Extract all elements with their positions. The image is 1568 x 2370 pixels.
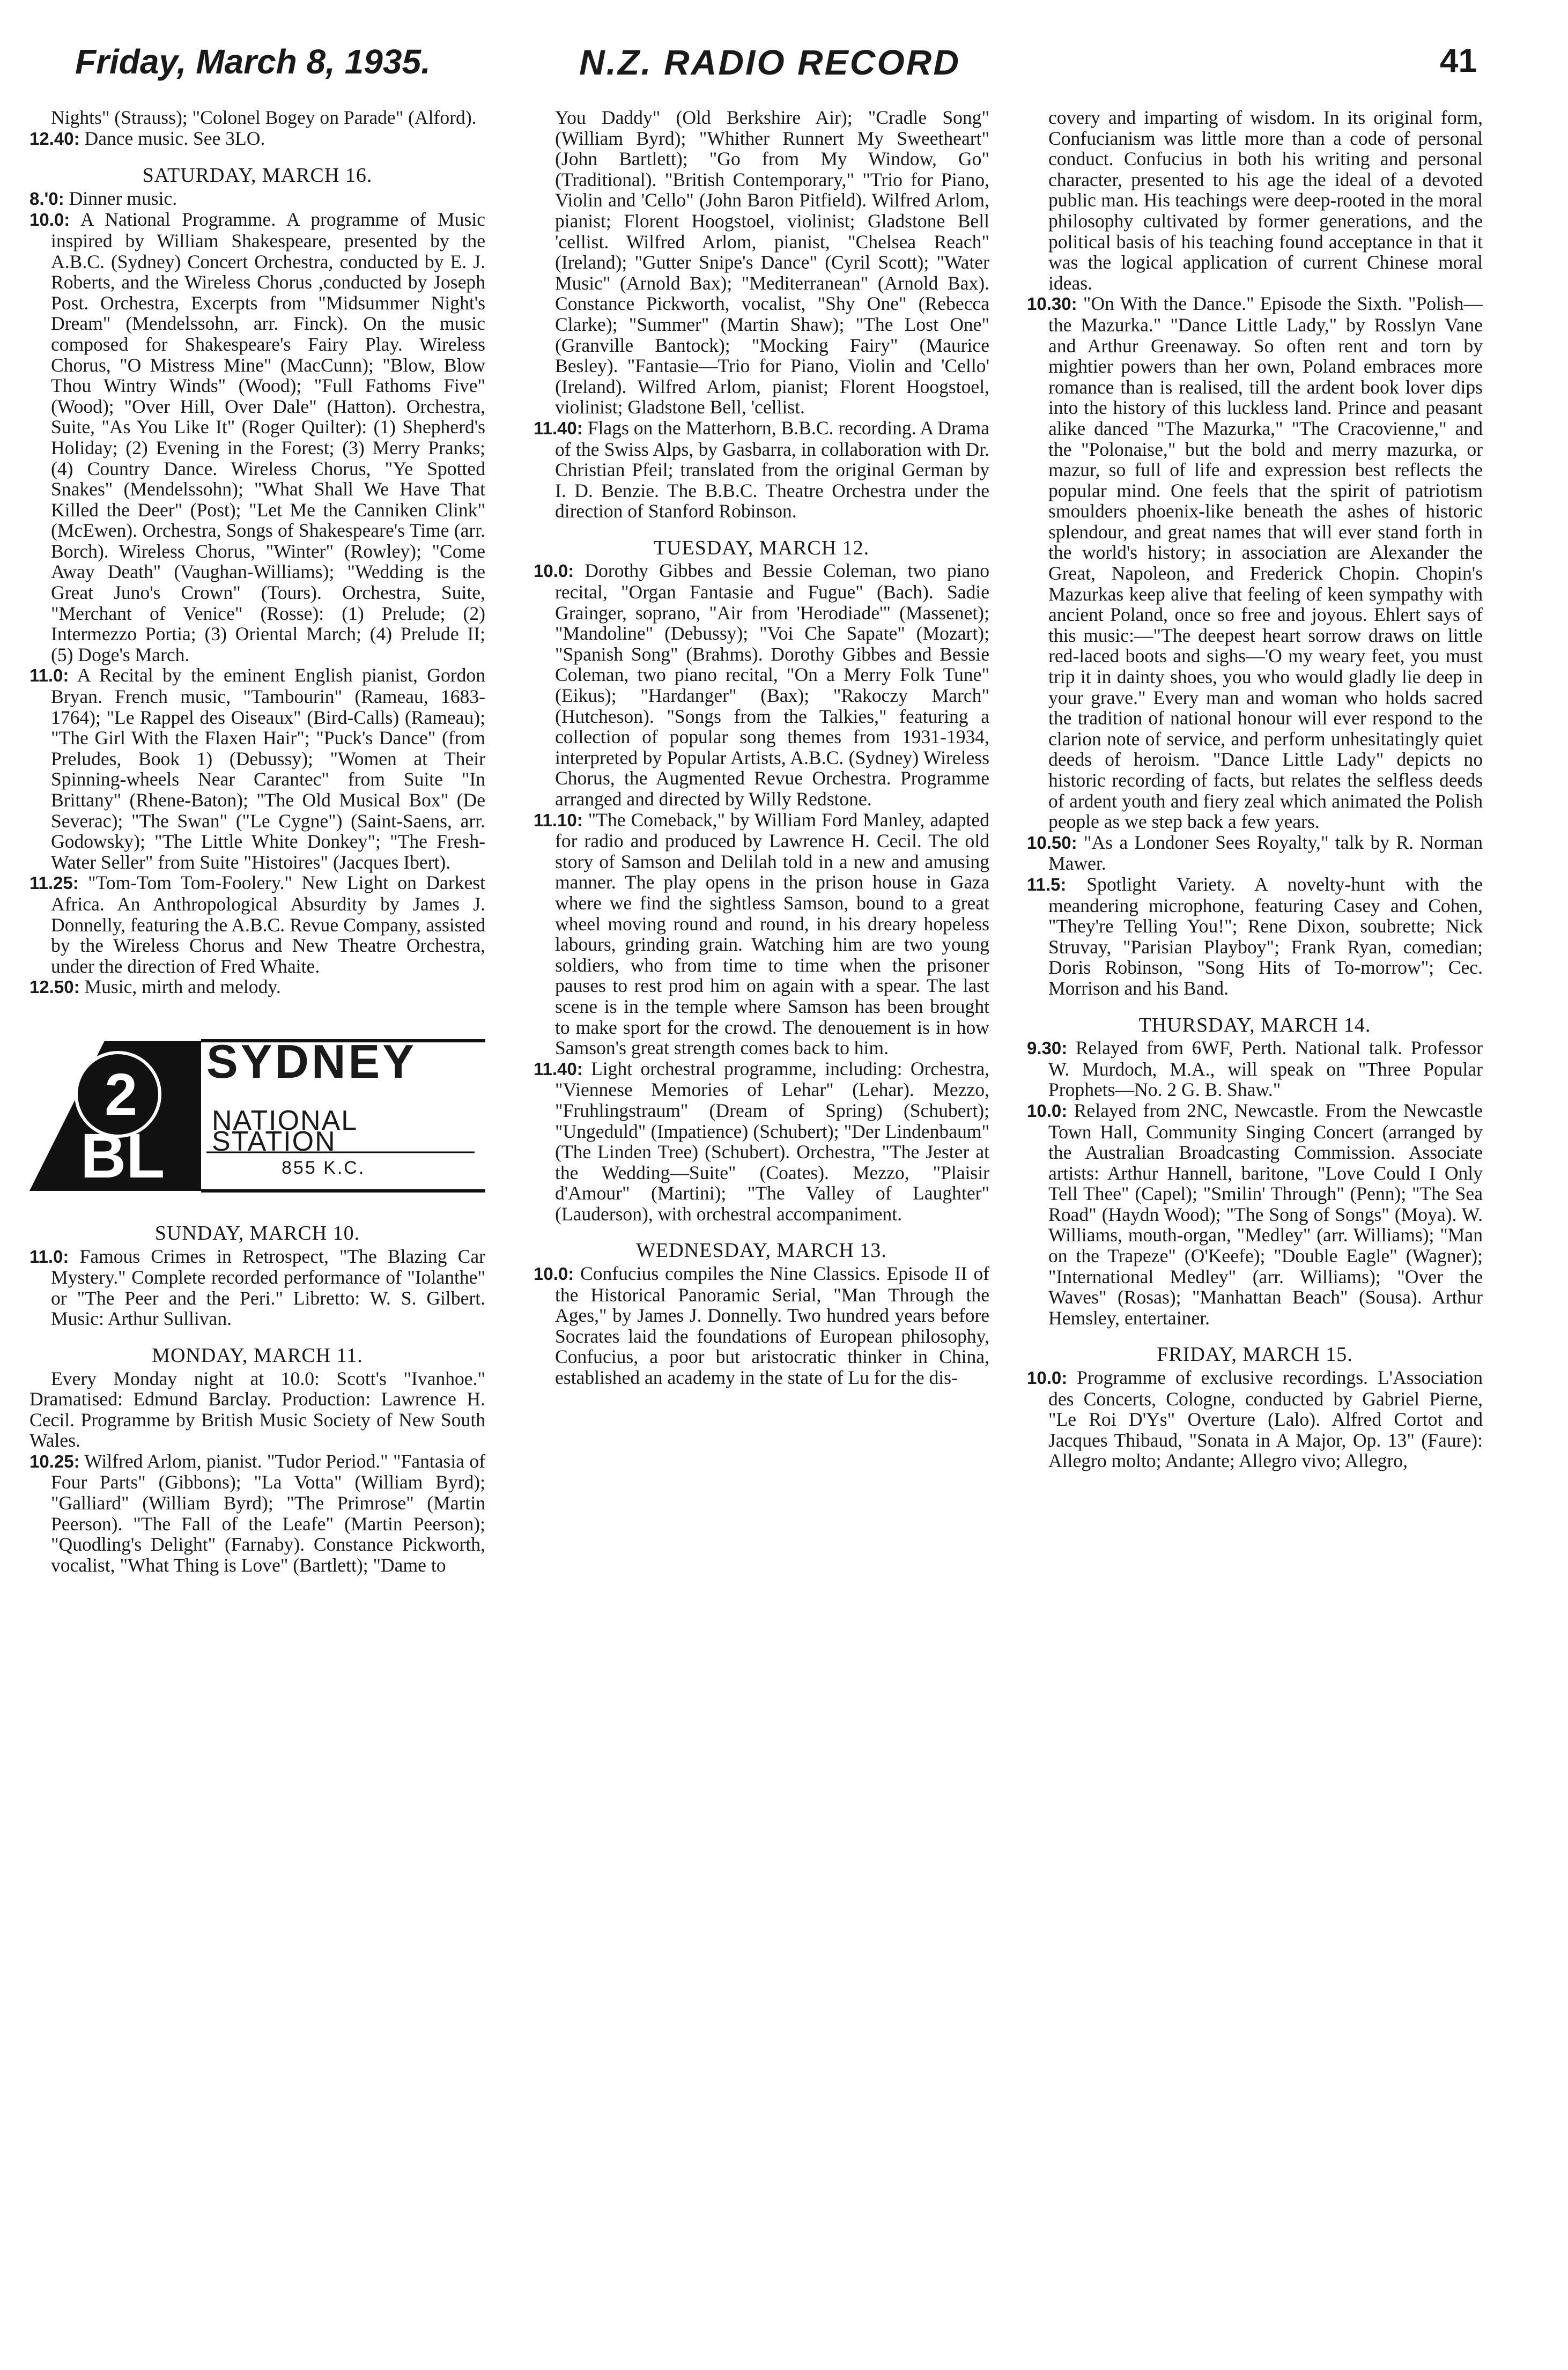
page-header <box>0 42 1568 90</box>
issue-date: Friday, March 8, 1935. <box>75 42 431 81</box>
station-logo-icon <box>29 1030 201 1207</box>
entry-time: 10.0: <box>534 1264 574 1284</box>
entry-text: Relayed from 6WF, Perth. National talk. Professor W. Murdoch, M.A., will speak on "Three Popular Prophets—No. 2 G. B. Shaw." <box>1048 1037 1483 1101</box>
entry-text: Dance music. See 3LO. <box>79 127 265 149</box>
programme-entry <box>534 560 989 809</box>
entry-time: 10.0: <box>1027 1100 1068 1121</box>
page-number: 41 <box>1440 42 1477 79</box>
continued-text: covery and imparting of wisdom. In its original form, Confucianism was little more than a code of personal conduct. Confucius in both his writing and personal character, presented to his age the ideal of a devoted public man. His teachings were deep-rooted in the moral philosophy cultivated by former generations, and the political basis of his teaching found acceptance in that it was the logical application of current Chinese moral ideas. <box>1048 107 1483 294</box>
programme-entry <box>1027 293 1483 832</box>
day-heading: SUNDAY, MARCH 10. <box>154 1221 360 1245</box>
entry-text: Wilfred Arlom, pianist. "Tudor Period." "Fantasia of Four Parts" (Gibbons); "La Votta" (William Byrd); "Galliard" (William Byrd); "The Primrose" (Martin Peerson). "The Fall of the Leafe" (Martin Peerson); "Quodling's Delight" (Farnaby). Constance Pickworth, vocalist, "What Thing is Love" (Bartlett); "Dame to <box>51 1450 485 1576</box>
station-subtitle: NATIONAL STATION <box>212 1105 358 1157</box>
continued-text: Nights" (Strauss); "Colonel Bogey on Parade" (Alford). <box>51 107 477 128</box>
programme-entry <box>29 976 485 998</box>
entry-text: Relayed from 2NC, Newcastle. From the Newcastle Town Hall, Community Singing Concert (arranged by the Australian Broadcasting Commission. Associate artists: Arthur Hannell, baritone, "Love Could I Only Tell Thee" (Capel); "Smilin' Through" (Penn); "The Sea Road" (Haydn Wood); "The Song of Songs" (Moya). W. Williams, mouth-organ, "Medley" (arr. Williams); "Man on the Trapeze" (O'Keefe); "Double Eagle" (Wagner); "International Medley" (arr. Williams); "Over the Waves" (Rosas); "Manhattan Beach" (Sousa). Arthur Hemsley, entertainer. <box>1048 1099 1483 1329</box>
day-heading: TUESDAY, MARCH 12. <box>653 536 870 559</box>
entry-text: Confucius compiles the Nine Classics. Episode II of the Historical Panoramic Serial, "Man Through the Ages," by James J. Donnelly. Two hundred years before Socrates laid the foundations of European philosophy, Confucius, a poor but aristocratic thinker in China, established an academy in the state of Lu for the dis- <box>555 1263 989 1389</box>
entry-text: "As a Londoner Sees Royalty," talk by R. Norman Mawer. <box>1048 831 1483 875</box>
publication-title: N.Z. RADIO RECORD <box>579 42 960 82</box>
entry-time: 10.25: <box>29 1451 80 1471</box>
entry-time: 11.40: <box>534 418 583 438</box>
programme-entry <box>534 1263 989 1388</box>
entry-time: 11.40: <box>534 1058 583 1079</box>
day-heading: FRIDAY, MARCH 15. <box>1157 1343 1353 1366</box>
entry-time: 10.0: <box>1027 1368 1068 1388</box>
programme-entry <box>29 665 485 872</box>
entry-time: 12.50: <box>29 977 80 997</box>
column-2 <box>534 107 989 2349</box>
station-frequency: 855 K.C. <box>282 1157 366 1178</box>
station-call-number: 2 <box>105 1061 138 1128</box>
entry-time: 9.30: <box>1027 1038 1068 1058</box>
entry-text: Flags on the Matterhorn, B.B.C. recording. A Drama of the Swiss Alps, by Gasbarra, in collaboration with Dr. Christian Pfeil; translated from the original German by I. D. Benzie. The B.B.C. Theatre Orchestra under the direction of Stanford Robinson. <box>555 417 989 522</box>
programme-entry <box>1027 1367 1483 1471</box>
entry-text: Spotlight Variety. A novelty-hunt with the meandering microphone, featuring Casey and Cohen, "They're Telling You!"; Rene Dixon, soubrette; Nick Struvay, "Parisian Playboy"; Frank Ryan, comedian; Doris Robinson, "Song Hits of To-morrow"; Cec. Morrison and his Band. <box>1048 873 1483 999</box>
programme-entry <box>1027 1038 1483 1100</box>
column-3 <box>1027 107 1483 2349</box>
programme-entry <box>29 209 485 665</box>
entry-time: 11.25: <box>29 873 79 893</box>
programme-entry <box>29 872 485 976</box>
day-heading: MONDAY, MARCH 11. <box>152 1344 363 1367</box>
column-1 <box>29 107 485 2349</box>
entry-time: 8.'0: <box>29 188 64 209</box>
programme-entry <box>29 128 485 150</box>
entry-text: Programme of exclusive recordings. L'Association des Concerts, Cologne, conducted by Gabriel Pierne, "Le Roi D'Ys" Overture (Lalo). Alfred Cortot and Jacques Thibaud, "Sonata in A Major, Op. 13" (Faure): Allegro molto; Andante; Allegro vivo; Allegro, <box>1048 1367 1483 1472</box>
entry-time: 10.30: <box>1027 294 1077 314</box>
entry-time: 10.0: <box>29 210 70 230</box>
entry-text: Music, mirth and melody. <box>79 976 281 998</box>
entry-time: 10.50: <box>1027 832 1077 853</box>
programme-entry <box>1027 874 1483 999</box>
entry-text: "Tom-Tom Tom-Foolery." New Light on Darkest Africa. An Anthropological Absurdity by James J. Donnelly, featuring the A.B.C. Revue Company, assisted by the Wireless Chorus and New Theatre Orchestra, under the direction of Fred Whaite. <box>51 872 485 977</box>
day-heading: SATURDAY, MARCH 16. <box>142 164 373 187</box>
entry-text: "On With the Dance." Episode the Sixth. "Polish—the Mazurka." "Dance Little Lady," by Rosslyn Vane and Arthur Greenaway. So often rent and torn by mightier powers than her own, Poland embraces more romance than is realised, till the ardent book lover dips into the history of this luckless land. Prince and peasant alike danced "The Mazurka," "The Cracovienne," and the "Polonaise," but the bold and merry mazurka, or mazur, so full of life and expression best reflects the popular mind. One feels that the spirit of patriotism smoulders phoenix-like beneath the ashes of historic splendour, and great names that will ever stand forth in the world's history; in association are Alexander the Great, Napoleon, and Frederick Chopin. Chopin's Mazurkas keep alive that feeling of keen sympathy with ancient Poland, once so free and joyous. Ehlert says of this music:—"The deepest heart sorrow draws on little red-laced boots and sighs—'O my weary feet, you must trip it in dainty shoes, you who would gladly lie deep in your grave." Every man and woman who holds sacred the tradition of national honour will ever respond to the clarion note of service, and perform unhesitatingly quiet deeds of heroism. "Dance Little Lady" depicts no historic recording of facts, but relates the selfless deeds of ardent youth and fiery zeal which animated the Polish people as we step back a few years. <box>1048 293 1483 833</box>
entry-time: 10.0: <box>534 561 574 581</box>
programme-entry <box>1027 1100 1483 1329</box>
entry-time: 11.5: <box>1027 874 1067 894</box>
station-banner <box>29 1030 485 1207</box>
programme-entry <box>534 1058 989 1225</box>
programme-note: Every Monday night at 10.0: Scott's "Ivanhoe." Dramatised: Edmund Barclay. Production: Lawrence H. Cecil. Programme by British Music Society of New South Wales. <box>29 1367 485 1451</box>
station-call-letters: BL <box>80 1120 165 1191</box>
programme-entry <box>29 188 485 210</box>
day-heading: THURSDAY, MARCH 14. <box>1138 1013 1371 1036</box>
programme-entry <box>534 810 989 1058</box>
entry-text: A National Programme. A programme of Music inspired by William Shakespeare, presented by the A.B.C. (Sydney) Concert Orchestra, conducted by E. J. Roberts, and the Wireless Chorus ,conducted by Joseph Post. Orchestra, Excerpts from "Midsummer Night's Dream" (Mendelssohn, arr. Finck). On the music composed for Shakespeare's Fairy Play. Wireless Chorus, "O Mistress Mine" (MacCunn); "Blow, Blow Thou Wintry Winds" (Wood); "Full Fathoms Five" (Wood); "Over Hill, Over Dale" (Hatton). Orchestra, Suite, "As You Like It" (Roger Quilter): (1) Shepherd's Holiday; (2) Evening in the Forest; (3) Merry Pranks; (4) Country Dance. Wireless Chorus, "Ye Spotted Snakes" (Mendelssohn); "What Shall We Have That Killed the Deer" (Post); "Let Me the Canniken Clink" (McEwen). Orchestra, Songs of Shakespeare's Time (arr. Borch). Wireless Chorus, "Winter" (Rowley); "Come Away Death" (Vaughan-Williams); "Wedding is the Great Juno's Crown" (Tours). Orchestra, Suite, "Merchant of Venice" (Rosse): (1) Prelude; (2) Intermezzo Portia; (3) Oriental March; (4) Prelude II; (5) Doge's March. <box>51 209 485 665</box>
entry-time: 11.0: <box>29 665 69 686</box>
day-heading: WEDNESDAY, MARCH 13. <box>636 1239 887 1262</box>
continued-text: You Daddy" (Old Berkshire Air); "Cradle Song" (William Byrd); "Whither Runnert My Sweetheart" (John Bartlett); "Go from My Window, Go" (Traditional). "British Contemporary," "Trio for Piano, Violin and 'Cello" (John Baron Pitfield). Wilfred Arlom, pianist; Florent Hoogstoel, violinist; Gladstone Bell 'cellist. Wilfred Arlom, pianist, "Chelsea Reach" (Ireland); "Gutter Snipe's Dance" (Cyril Scott); "Water Music" (Arnold Bax); "Mediterranean" (Arnold Bax). Constance Pickworth, vocalist, "Shy One" (Rebecca Clarke); "Summer" (Martin Shaw); "The Lost One" (Granville Bantock); "Mocking Fairy" (Maurice Besley). "Fantasie—Trio for Piano, Violin and 'Cello' (Ireland). Wilfred Arlom, pianist; Florent Hoogstoel, violinist; Gladstone Bell, 'cellist. <box>555 107 989 418</box>
programme-entry <box>1027 832 1483 874</box>
entry-text: Dorothy Gibbes and Bessie Coleman, two piano recital, "Organ Fantasie and Fugue" (Bach). Sadie Grainger, soprano, "Air from 'Herodiade'" (Massenet); "Mandoline" (Debussy); "Voi Che Sapate" (Mozart); "Spanish Song" (Brahms). Dorothy Gibbes and Bessie Coleman, two piano recital, "On a Merry Folk Tune" (Eikus); "Hardanger" (Bax); "Rakoczy March" (Hutcheson). "Songs from the Talkies," featuring a collection of popular song themes from 1931-1934, interpreted by Popular Artists, A.B.C. (Sydney) Wireless Chorus, the Augmented Revue Orchestra. Programme arranged and directed by Willy Redstone. <box>555 560 989 810</box>
entry-text: Light orchestral programme, including: Orchestra, "Viennese Memories of Lehar" (Lehar). Mezzo, "Fruhlingstraum" (Dream of Spring) (Schubert); "Ungeduld" (Impatience) (Schubert); "Der Lindenbaum" (The Linden Tree) (Schubert). Orchestra, "The Jester at the Wedding—Suite" (Coates). Mezzo, "Plaisir d'Amour" (Martini); "The Valley of Laughter" (Lauderson), with orchestral accompaniment. <box>555 1057 989 1225</box>
entry-text: Famous Crimes in Retrospect, "The Blazing Car Mystery." Complete recorded performance of "Iolanthe" or "The Peer and the Peri." Libretto: W. S. Gilbert. Music: Arthur Sullivan. <box>51 1245 485 1330</box>
entry-time: 11.10: <box>534 810 583 830</box>
station-city: SYDNEY <box>206 1034 417 1088</box>
programme-entry <box>29 1451 485 1576</box>
programme-entry <box>29 1246 485 1329</box>
entry-time: 12.40: <box>29 128 80 149</box>
entry-text: "The Comeback," by William Ford Manley, adapted for radio and produced by Lawrence H. Cecil. The old story of Samson and Delilah told in a new and amusing manner. The play opens in the prison house in Gaza where we find the sightless Samson, bound to a great wheel moving round and round, in his dreary hopeless labours, grinding grain. Watching him are two young soldiers, who from time to time when the prisoner pauses to rest prod him on again with a spear. The last scene is in the temple where Samson has been brought to make sport for the crowd. The denouement is in how Samson's great strength comes back to him. <box>555 809 989 1059</box>
entry-text: Dinner music. <box>64 187 177 209</box>
programme-entry <box>534 418 989 522</box>
entry-time: 11.0: <box>29 1246 69 1267</box>
entry-text: A Recital by the eminent English pianist, Gordon Bryan. French music, "Tambourin" (Rameau, 1683-1764); "Le Rappel des Oiseaux" (Bird-Calls) (Rameau); "The Girl With the Flaxen Hair"; "Puck's Dance" (from Preludes, Book 1) (Debussy); "Women at Their Spinning-wheels Near Carantec" from Suite "In Brittany" (Rhene-Baton); "The Old Musical Box" (De Severac); "The Swan" ("Le Cygne") (Saint-Saens, arr. Godowsky); "The Little White Donkey"; "The Fresh-Water Seller" from Suite "Histoires" (Jacques Ibert). <box>51 664 485 873</box>
